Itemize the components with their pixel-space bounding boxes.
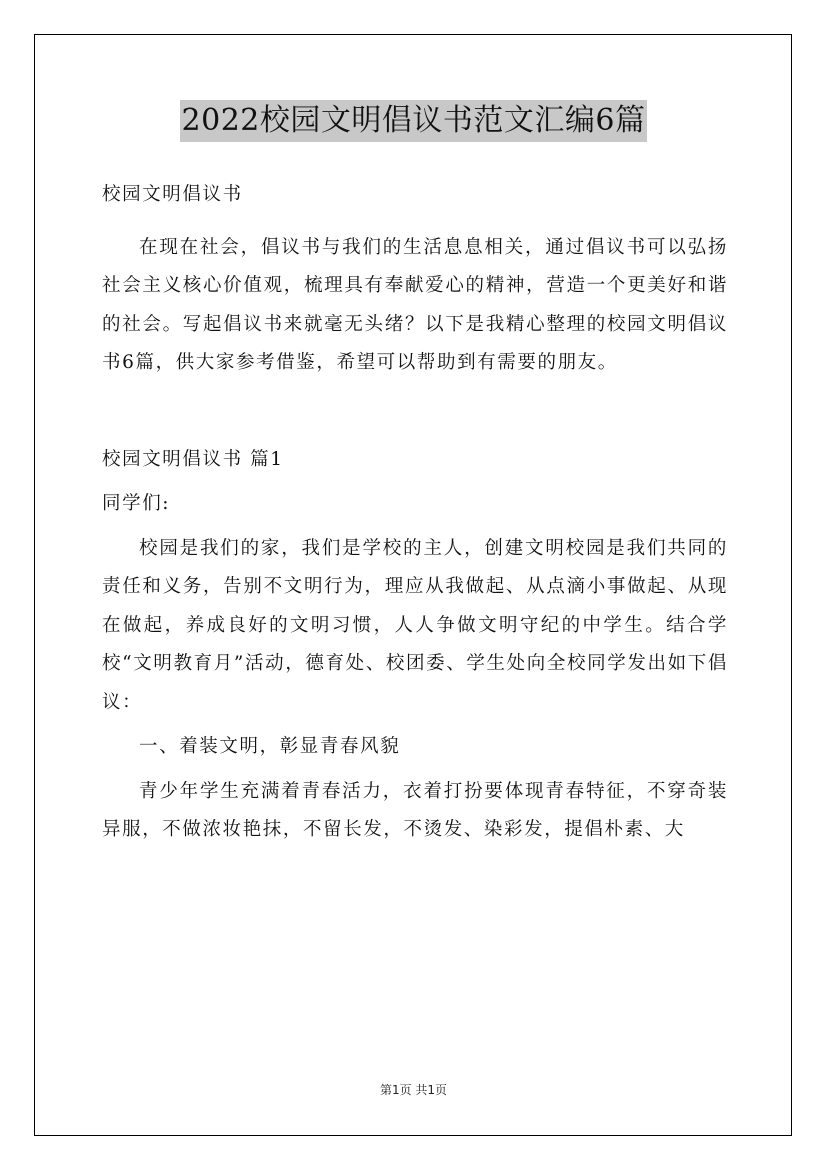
intro-heading: 校园文明倡议书 xyxy=(102,184,243,205)
section-heading: 校园文明倡议书 篇1 xyxy=(102,448,284,470)
point-heading: 一、着装文明，彰显青春风貌 xyxy=(139,736,401,757)
page-footer: 第1页 共1页 xyxy=(379,1083,448,1097)
section-paragraph: 校园是我们的家，我们是学校的主人，创建文明校园是我们共同的责任和义务，告别不文明行为，理应从我做起、从点滴小事做起、从现在做起，养成良好的文明习惯，人人争做文明守纪的中学生。结合学校“文明教育月”活动，德育处、校团委、学生处向全校同学发出如下倡议： xyxy=(102,537,728,713)
point-paragraph: 青少年学生充满着青春活力，衣着打扮要体现青春特征，不穿奇装异服，不做浓妆艳抹，不留长发，不烫发、染彩发，提倡朴素、大 xyxy=(102,780,728,840)
document-body xyxy=(102,176,728,850)
document-title: 2022校园文明倡议书范文汇编6篇 xyxy=(180,100,648,142)
salutation: 同学们: xyxy=(102,493,171,514)
title-container xyxy=(0,100,827,142)
intro-paragraph: 在现在社会，倡议书与我们的生活息息相关，通过倡议书可以弘扬社会主义核心价值观，梳理具有奉献爱心的精神，营造一个更美好和谐的社会。写起倡议书来就毫无头绪？以下是我精心整理的校园文明倡议书6篇，供大家参考借鉴，希望可以帮助到有需要的朋友。 xyxy=(102,236,728,373)
